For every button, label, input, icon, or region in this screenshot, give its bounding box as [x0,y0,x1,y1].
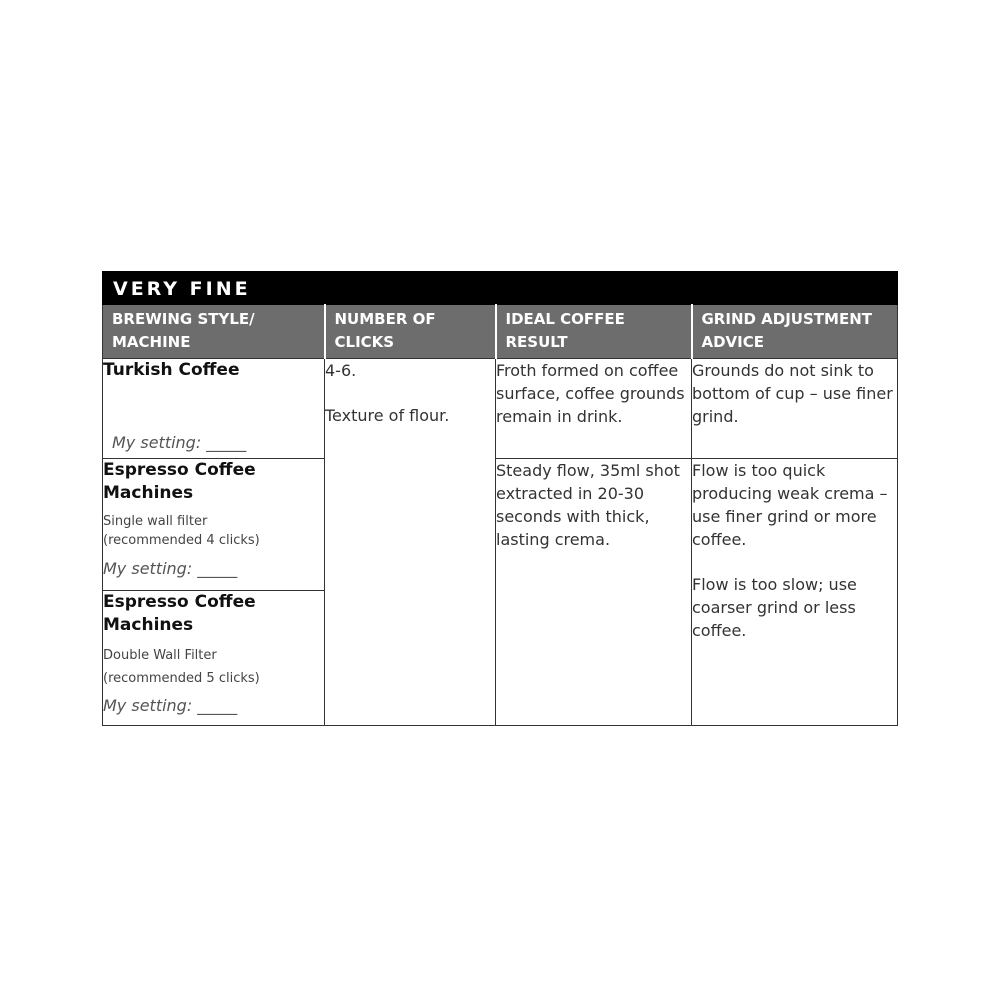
table-header-row [103,305,898,359]
table-title-row [103,272,898,305]
header-brewing-style: BREWING STYLE/ MACHINE [103,305,325,359]
recommended-clicks: (recommended 5 clicks) [103,671,260,686]
adjustment-advice-cell [692,359,898,459]
grind-settings-table [102,271,898,726]
table-row [103,459,898,591]
clicks-texture: Texture of flour. [325,406,450,425]
filter-note [103,644,324,690]
brewing-style-name: Espresso Coffee Machines [103,592,256,635]
header-grind-adjustment-advice: GRIND ADJUSTMENT ADVICE [692,305,898,359]
ideal-result-cell [496,359,692,459]
filter-note [103,512,324,550]
table-title: VERY FINE [103,272,898,305]
ideal-result-text: Froth formed on coffee surface, coffee grounds remain in drink. [496,361,685,426]
ideal-result-cell [496,459,692,726]
filter-type: Single wall filter [103,514,208,529]
ideal-result-text: Steady flow, 35ml shot extracted in 20-30 seconds with thick, lasting crema. [496,461,680,549]
my-setting-label: My setting: _____ [103,696,238,715]
filter-type: Double Wall Filter [103,648,217,663]
clicks-range: 4-6. [325,361,357,380]
brewing-style-cell [103,359,325,459]
table-row [103,359,898,459]
my-setting-label: My setting: _____ [103,559,238,578]
adjustment-advice-cell [692,459,898,726]
recommended-clicks: (recommended 4 clicks) [103,533,260,548]
my-setting-label: My setting: _____ [112,433,247,452]
adjustment-advice-text: Flow is too slow; use coarser grind or less coffee. [692,575,857,640]
brewing-style-cell [103,459,325,591]
header-number-of-clicks: NUMBER OF CLICKS [325,305,496,359]
clicks-cell [325,359,496,726]
brewing-style-cell [103,591,325,726]
brewing-style-name: Espresso Coffee Machines [103,460,256,503]
adjustment-advice-text: Flow is too quick producing weak crema – use finer grind or more coffee. [692,461,888,549]
header-ideal-coffee-result: IDEAL COFFEE RESULT [496,305,692,359]
adjustment-advice-text: Grounds do not sink to bottom of cup – use finer grind. [692,361,893,426]
brewing-style-name: Turkish Coffee [103,360,240,380]
